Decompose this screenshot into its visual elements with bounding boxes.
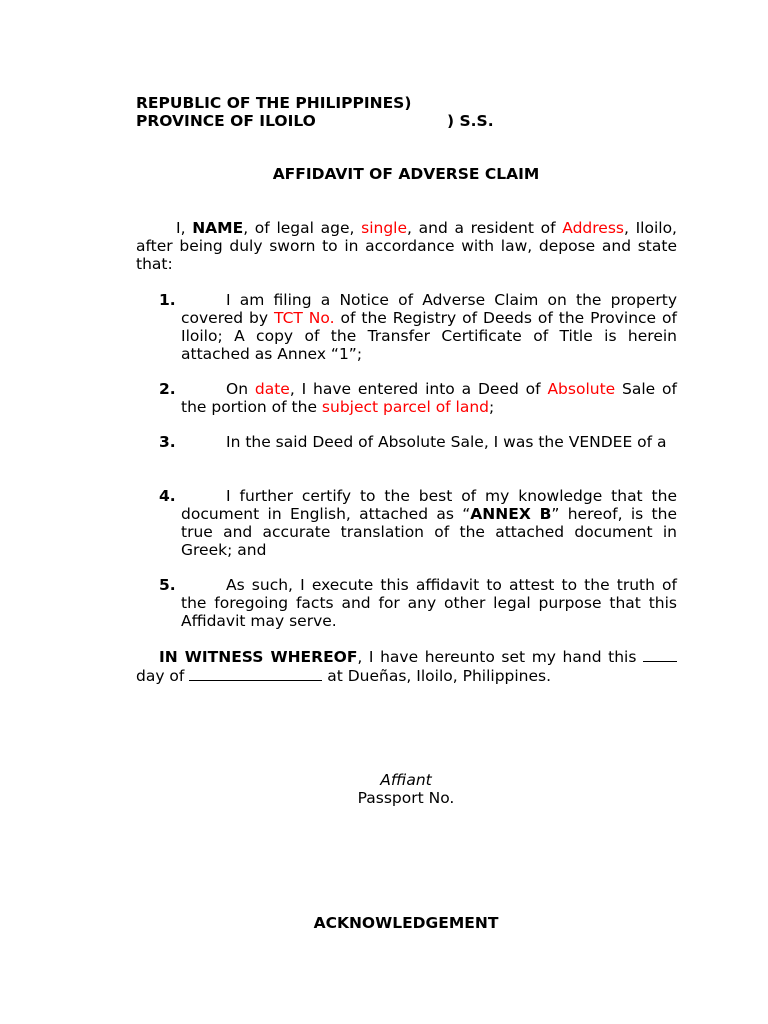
caption-ss: ) S.S.: [447, 112, 494, 130]
absolute-placeholder: Absolute: [547, 380, 616, 398]
numbered-item-2: [136, 380, 677, 416]
passport-label: Passport No.: [357, 789, 455, 807]
item-text: In the said Deed of Absolute Sale, I was the VENDEE of a: [226, 433, 667, 451]
numbered-item-5: [136, 576, 677, 630]
date-placeholder: date: [254, 380, 290, 398]
witness-paragraph: IN WITNESS WHEREOF, I have hereunto set my hand this day of at Dueñas, Iloilo, Philippines.: [136, 647, 677, 685]
annex-label: ANNEX B: [470, 505, 552, 523]
acknowledgement-heading: ACKNOWLEDGEMENT: [313, 914, 499, 932]
parcel-placeholder: subject parcel of land: [321, 398, 490, 416]
signature-block: [0, 771, 768, 807]
day-blank-line: [643, 647, 677, 662]
item-number: 2.: [159, 380, 176, 398]
document-title: AFFIDAVIT OF ADVERSE CLAIM: [272, 165, 540, 183]
numbered-item-1: [136, 291, 677, 363]
intro-paragraph: I, NAME, of legal age, single, and a resident of Address, Iloilo, after being duly sworn to in accordance with law, depose and state that:: [136, 219, 677, 273]
item-text: I am filing a Notice of Adverse Claim on the property covered by TCT No. of the Registry of Deeds of the Province of Iloilo; A copy of the Transfer Certificate of Title is herein attached as Annex “1”;: [181, 291, 677, 363]
item-number: 1.: [159, 291, 176, 309]
numbered-item-4: [136, 487, 677, 559]
item-text: I further certify to the best of my knowledge that the document in English, attached as “ANNEX B” hereof, is the true and accurate translation of the attached document in Greek; and: [181, 487, 677, 559]
caption-republic: REPUBLIC OF THE PHILIPPINES): [136, 94, 412, 112]
item-number: 4.: [159, 487, 176, 505]
witness-heading: IN WITNESS WHEREOF: [159, 648, 358, 666]
caption-province: PROVINCE OF ILOILO: [136, 112, 316, 130]
month-blank-line: [189, 666, 322, 681]
affiant-name: NAME: [192, 219, 244, 237]
numbered-item-3: [136, 433, 677, 451]
tct-placeholder: TCT No.: [274, 309, 335, 327]
item-text: On date, I have entered into a Deed of Absolute Sale of the portion of the subject parcel of land;: [181, 380, 677, 416]
civil-status: single: [361, 219, 408, 237]
item-number: 3.: [159, 433, 176, 451]
address-placeholder: Address: [562, 219, 624, 237]
caption-province-line: [136, 112, 494, 130]
affiant-label: Affiant: [380, 771, 432, 789]
item-number: 5.: [159, 576, 176, 594]
item-text: As such, I execute this affidavit to attest to the truth of the foregoing facts and for any other legal purpose that this Affidavit may serve.: [181, 576, 677, 630]
venue-caption: [136, 94, 494, 130]
